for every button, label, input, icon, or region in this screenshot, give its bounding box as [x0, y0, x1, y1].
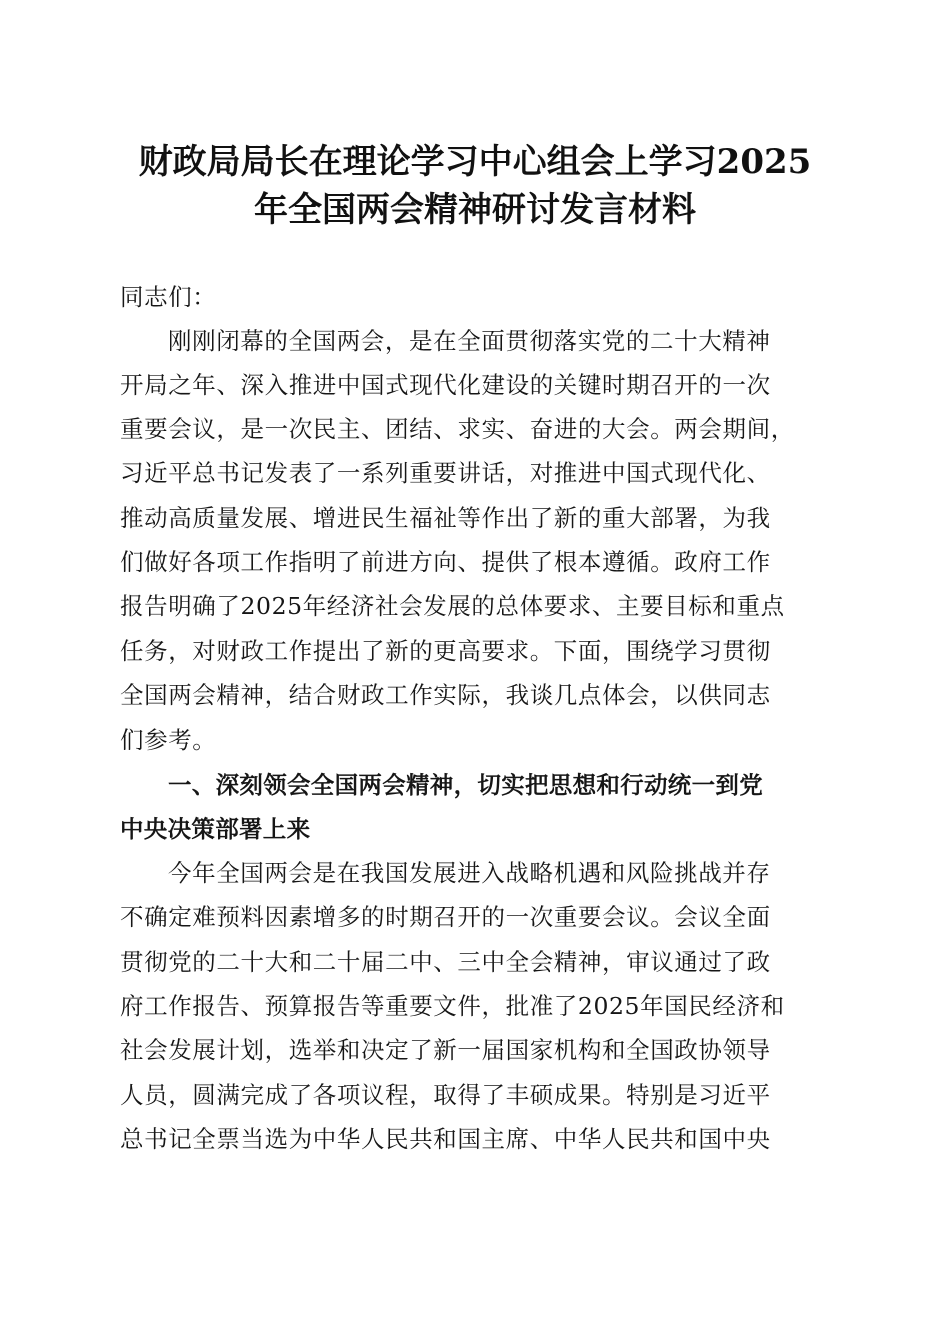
paragraph-1-line: 习近平总书记发表了一系列重要讲话，对推进中国式现代化、 [120, 459, 771, 487]
paragraph-2-line: 今年全国两会是在我国发展进入战略机遇和风险挑战并存 [168, 859, 771, 887]
paragraph-2-line: 社会发展计划，选举和决定了新一届国家机构和全国政协领导 [120, 1036, 771, 1064]
paragraph-2-line: 不确定难预料因素增多的时期召开的一次重要会议。会议全面 [120, 903, 771, 931]
salutation: 同志们： [120, 283, 217, 311]
paragraph-1-line: 开局之年、深入推进中国式现代化建设的关键时期召开的一次 [120, 371, 771, 399]
section-heading-1-line-2: 中央决策部署上来 [120, 815, 311, 843]
paragraph-1-line: 全国两会精神，结合财政工作实际，我谈几点体会，以供同志 [120, 681, 771, 709]
section-heading-1-line-1: 一、深刻领会全国两会精神，切实把思想和行动统一到党 [168, 771, 763, 799]
document-title-line-2: 年全国两会精神研讨发言材料 [254, 190, 696, 230]
paragraph-2-line: 人员，圆满完成了各项议程，取得了丰硕成果。特别是习近平 [120, 1081, 771, 1109]
paragraph-1-line: 报告明确了2025年经济社会发展的总体要求、主要目标和重点 [120, 592, 785, 620]
paragraph-1-line: 任务，对财政工作提出了新的更高要求。下面，围绕学习贯彻 [120, 637, 771, 665]
paragraph-1-line: 刚刚闭幕的全国两会，是在全面贯彻落实党的二十大精神 [168, 327, 771, 355]
document-title-line-1: 财政局局长在理论学习中心组会上学习2025 [138, 142, 812, 182]
paragraph-1-line: 推动高质量发展、增进民生福祉等作出了新的重大部署，为我 [120, 504, 771, 532]
paragraph-1-line: 重要会议，是一次民主、团结、求实、奋进的大会。两会期间， [120, 415, 795, 443]
paragraph-1-line: 们参考。 [120, 726, 217, 754]
paragraph-2-line: 贯彻党的二十大和二十届二中、三中全会精神，审议通过了政 [120, 948, 771, 976]
paragraph-1-line: 们做好各项工作指明了前进方向、提供了根本遵循。政府工作 [120, 548, 771, 576]
paragraph-2-line: 总书记全票当选为中华人民共和国主席、中华人民共和国中央 [120, 1125, 771, 1153]
paragraph-2-line: 府工作报告、预算报告等重要文件，批准了2025年国民经济和 [120, 992, 785, 1020]
